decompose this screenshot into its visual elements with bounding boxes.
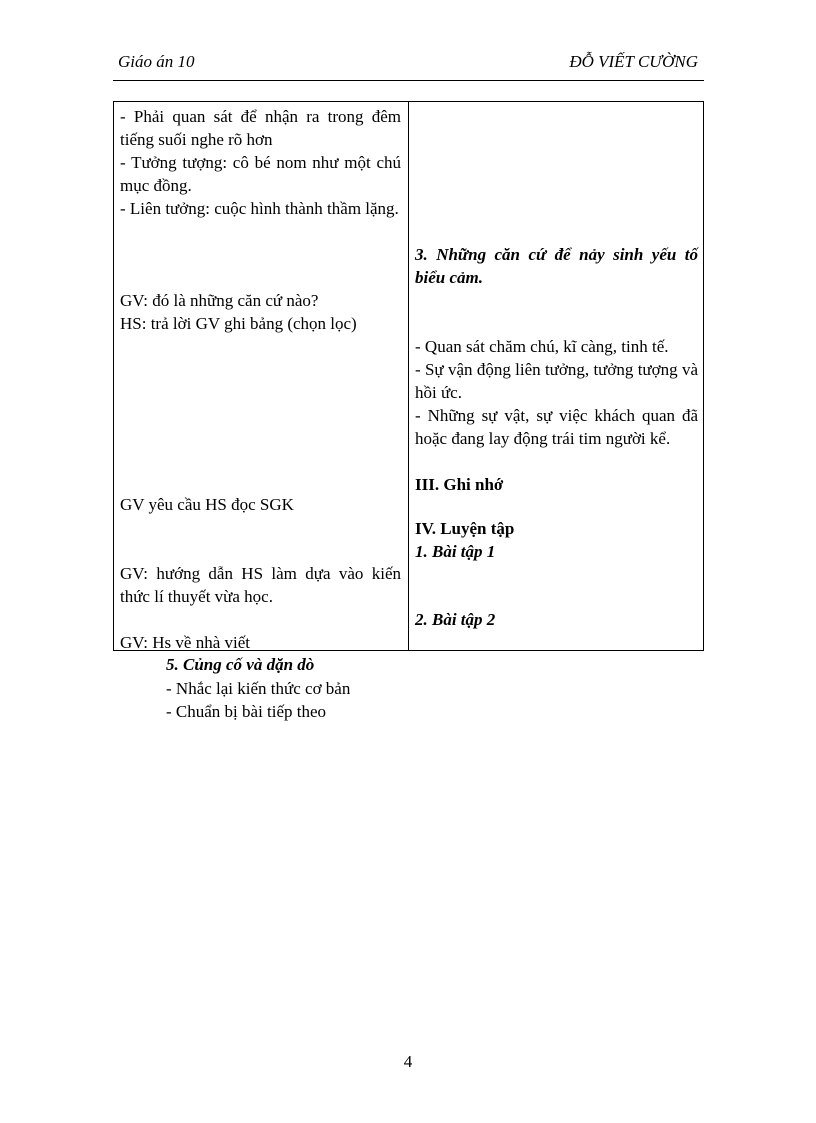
right-exercise-1: 1. Bài tập 1: [415, 542, 496, 561]
left-paragraph-associate: - Liên tưởng: cuộc hình thành thầm lặng.: [120, 199, 399, 218]
left-answer: HS: trả lời GV ghi bảng (chọn lọc): [120, 314, 357, 333]
right-item-observe: - Quan sát chăm chú, kĩ càng, tinh tế.: [415, 337, 669, 356]
header-left-title: Giáo án 10: [118, 52, 195, 71]
left-paragraph-imagine: - Tưởng tượng: cô bé nom như một chú mục đồng.: [120, 153, 401, 195]
consolidation-item-2: - Chuẩn bị bài tiếp theo: [166, 702, 327, 721]
right-heading-luyen-tap: IV. Luyện tập: [415, 519, 515, 538]
left-guide: GV: hướng dẫn HS làm dựa vào kiến thức lí thuyết vừa học.: [120, 564, 401, 606]
right-heading-ghi-nho: III. Ghi nhớ: [415, 475, 504, 494]
right-item-movement: - Sự vận động liên tưởng, tưởng tượng và hồi ức.: [415, 360, 698, 402]
consolidation-heading: 5. Củng cố và dặn dò: [166, 655, 315, 674]
left-read-sgk: GV yêu cầu HS đọc SGK: [120, 495, 294, 514]
header-rule: [113, 80, 704, 81]
right-heading-3: 3. Những căn cứ để nảy sinh yếu tố biểu cảm.: [415, 245, 698, 287]
right-exercise-2: 2. Bài tập 2: [415, 610, 496, 629]
consolidation-item-1: - Nhắc lại kiến thức cơ bản: [166, 679, 351, 698]
page-number: 4: [403, 1052, 413, 1071]
left-paragraph-observe: - Phải quan sát để nhận ra trong đêm tiếng suối nghe rõ hơn: [120, 107, 401, 149]
header-right-author: ĐỖ VIẾT CƯỜNG: [569, 52, 698, 71]
lesson-table: [113, 101, 704, 651]
right-item-objects: - Những sự vật, sự việc khách quan đã hoặc đang lay động trái tim người kể.: [415, 406, 698, 448]
column-divider: [408, 102, 409, 650]
left-homework: GV: Hs về nhà viết: [120, 633, 250, 652]
left-question: GV: đó là những căn cứ nào?: [120, 291, 319, 310]
